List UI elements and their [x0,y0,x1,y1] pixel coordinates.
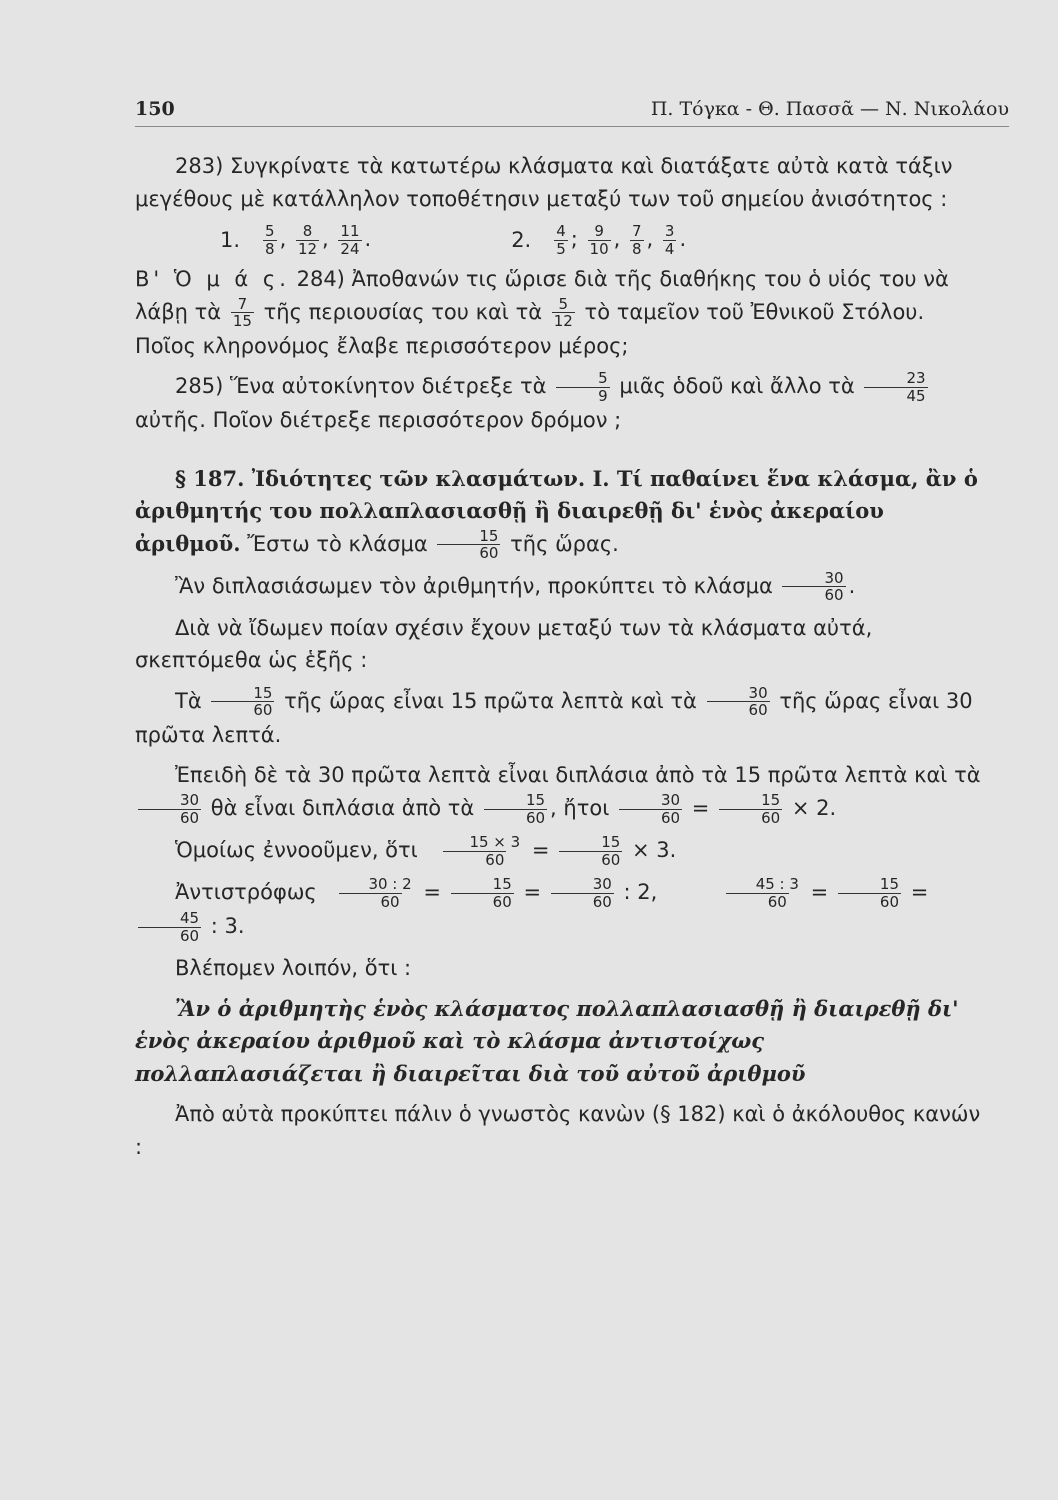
fraction: $\frac{15}{60}$ [437,528,500,562]
fraction: $\frac{15}{60}$ [559,834,622,868]
fraction: $\frac{5}{8}$ [265,222,275,258]
fraction: $\frac{8}{12}$ [297,222,318,258]
fraction: $\frac{11}{24}$ [340,222,360,258]
fraction: $\frac{5}{12}$ [553,294,573,331]
fraction: $\frac{7}{8}$ [632,222,642,258]
fraction: $\frac{45}{60}$ [138,910,201,944]
group-1-fractions: $\frac{5}{8}$ , $\frac{8}{12}$ , $\frac{11}{24}$ . [265,222,372,258]
fraction: $\frac{30}{60}$ [707,685,770,719]
section-187: § 187. Ἰδιότητες τῶν κλασμάτων. I. Τί παθαίνει ἕνα κλάσμα, ἂν ὁ ἀριθμητής του πολλαπλασιασθῇ ἢ διαιρεθῇ δι' ἑνὸς ἀκεραίου ἀριθμοῦ. Ἔστω τὸ κλάσμα $\frac{15}{60}$ τῆς ὥρας. [135,465,978,563]
fraction: $\frac{15}{60}$ [451,876,514,910]
group-2-fractions: $\frac{4}{5}$ ; $\frac{9}{10}$ , $\frac{7}{8}$ , $\frac{3}{4}$ . [556,222,687,258]
rule-statement: Ἂν ὁ ἀριθμητὴς ἑνὸς κλάσματος πολλαπλασιασθῇ ἢ διαιρεθῇ δι' ἑνὸς ἀκεραίου ἀριθμοῦ καὶ τὸ κλάσμα ἀντιστοίχως πολλαπλασιάζεται ἢ διαιρεῖται διὰ τοῦ αὐτοῦ ἀριθμοῦ [135,995,959,1086]
group-2-label: 2. [511,227,532,252]
fraction: $\frac{15}{60}$ [211,685,274,719]
fraction: $\frac{30}{60}$ [619,792,682,826]
paragraph-conversely: Ἀντιστρόφως $\frac{30 : 2}{60}$ = $\frac{15}{60}$ = $\frac{30}{60}$ : 2, $\frac{45 : 3}{60}$ = $\frac{15}{60}$ = $\frac{45}{60}$ : 3. [135,876,990,944]
page-header [135,96,1009,127]
paragraph-since: Ἐπειδὴ δὲ τὰ 30 πρῶτα λεπτὰ εἶναι διπλάσια ἀπὸ τὰ 15 πρῶτα λεπτὰ καὶ τὰ $\frac{30}{60}$ θὰ εἶναι διπλάσια ἀπὸ τὰ $\frac{15}{60}$ , ἤτοι $\frac{30}{60}$ = $\frac{15}{60}$ × 2. [135,759,990,826]
fraction: $\frac{30}{60}$ [551,876,614,910]
running-head: Π. Τόγκα - Θ. Πασσᾶ — Ν. Νικολάου [650,98,1009,120]
fraction: $\frac{15}{60}$ [484,792,547,826]
fraction: $\frac{4}{5}$ [556,222,566,258]
paragraph-relation: Διὰ νὰ ἴδωμεν ποίαν σχέσιν ἔχουν μεταξύ των τὰ κλάσματα αὐτά, σκεπτόμεθα ὡς ἑξῆς : [135,615,873,673]
group-b-label: Β' Ὁ μ ά ς. [135,267,290,292]
fraction: $\frac{15}{60}$ [838,876,901,910]
fraction: $\frac{5}{9}$ [556,370,610,404]
page-number: 150 [135,98,175,120]
fraction: $\frac{7}{15}$ [232,294,252,331]
exercise-283: 283) Συγκρίνατε τὰ κατωτέρω κλάσματα καὶ διατάξατε αὐτὰ κατὰ τάξιν μεγέθους μὲ κατάλληλον τοποθέτησιν μεταξύ των τοῦ σημείου ἀνισότητος : [135,154,953,211]
fraction: $\frac{15 \times 3}{60}$ [427,834,522,868]
section-heading: § 187. Ἰδιότητες τῶν κλασμάτων. I. Τί παθαίνει ἕνα κλάσμα, ἂν ὁ ἀριθμητής του πολλαπλασιασθῇ ἢ διαιρεθῇ δι' ἑνὸς ἀκεραίου ἀριθμοῦ. [135,465,978,556]
fraction: $\frac{30}{60}$ [782,570,845,604]
exercise-284: Β' Ὁ μ ά ς. 284) Ἀποθανών τις ὥρισε διὰ τῆς διαθήκης του ὁ υἱός του νὰ λάβῃ τὰ $\frac{7}{15}$ τῆς περιουσίας του καὶ τὰ $\frac{5}{12}$ τὸ ταμεῖον τοῦ Ἐθνικοῦ Στόλου. Ποῖος κληρονόμος ἔλαβε περισσότερον μέρος; [135,267,949,358]
paragraph-minutes: Τὰ $\frac{15}{60}$ τῆς ὥρας εἶναι 15 πρῶτα λεπτὰ καὶ τὰ $\frac{30}{60}$ τῆς ὥρας εἶναι 30 πρῶτα λεπτά. [135,683,973,747]
paragraph-similarly: Ὁμοίως ἐννοοῦμεν, ὅτι $\frac{15 \times 3}{60}$ = $\frac{15}{60}$ × 3. [175,833,677,869]
paragraph-we-see: Βλέπομεν λοιπόν, ὅτι : [175,956,412,981]
fraction-groups [135,223,990,257]
fraction: $\frac{23}{45}$ [864,370,927,404]
paragraph-rule-follows: Ἀπὸ αὐτὰ προκύπτει πάλιν ὁ γνωστὸς κανὼν (§ 182) καὶ ὁ ἀκόλουθος κανών : [135,1102,981,1159]
fraction: $\frac{30 : 2}{60}$ [326,876,413,910]
fraction: $\frac{9}{10}$ [589,222,609,258]
fraction: $\frac{30}{60}$ [138,792,201,826]
exercise-285: 285) Ἕνα αὐτοκίνητον διέτρεξε τὰ $\frac{5}{9}$ μιᾶς ὁδοῦ καὶ ἄλλο τὰ $\frac{23}{45}$ αὐτῆς. Ποῖον διέτρεξε περισσότερον δρόμον ; [135,369,926,433]
group-1-label: 1. [220,227,241,252]
fraction: $\frac{3}{4}$ [664,222,675,258]
fraction: $\frac{15}{60}$ [719,792,782,826]
page-body [135,150,990,1171]
fraction: $\frac{45 : 3}{60}$ [714,876,801,910]
paragraph-double: Ἂν διπλασιάσωμεν τὸν ἀριθμητήν, προκύπτει τὸ κλάσμα $\frac{30}{60}$ . [175,568,856,605]
